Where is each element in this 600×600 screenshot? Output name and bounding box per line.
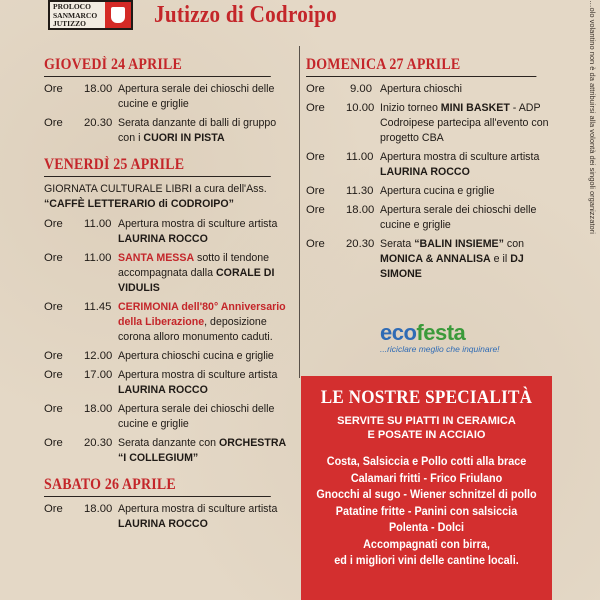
event-row <box>44 217 296 247</box>
text-run: Apertura chioschi cucina e griglie <box>118 350 274 362</box>
event-description <box>380 82 561 97</box>
event-time: 11.45 <box>84 301 112 313</box>
event-ore-label: Ore <box>44 503 63 515</box>
event-row <box>306 237 562 282</box>
side-note: …olo volantino non è da attribuirsi alla volontà dei singoli organizzatori <box>588 0 597 234</box>
event-description <box>380 237 561 282</box>
event-ore-label: Ore <box>44 218 63 230</box>
right-column <box>306 56 562 292</box>
text-run: DJ SIMONE <box>380 253 524 280</box>
event-time: 11.00 <box>346 151 374 163</box>
event-row <box>306 203 562 233</box>
event-time: 20.30 <box>84 437 113 449</box>
text-run: LAURINA ROCCO <box>118 384 208 396</box>
day-block <box>306 56 562 282</box>
specialty-item: Accompagnati con birra, <box>363 538 490 551</box>
text-run: Serata danzante con <box>118 437 219 449</box>
specialties-box <box>301 376 552 600</box>
event-row <box>306 184 562 199</box>
event-ore-label: Ore <box>44 369 63 381</box>
text-run: Apertura serale dei chioschi delle cucine e griglie <box>380 204 537 231</box>
day-note <box>44 182 295 212</box>
event-row <box>44 368 296 398</box>
event-description <box>380 101 561 146</box>
event-time: 9.00 <box>350 83 372 95</box>
event-time: 17.00 <box>84 369 113 381</box>
ecofesta-wordmark: ecofesta <box>380 320 466 345</box>
event-description <box>380 150 561 180</box>
event-ore-label: Ore <box>44 437 63 449</box>
event-description <box>118 436 295 466</box>
event-ore-label: Ore <box>44 252 63 264</box>
event-ore-label: Ore <box>44 301 63 313</box>
page-title: Jutizzo di Codroipo <box>154 2 337 28</box>
text-run: Apertura serale dei chioschi delle cucine e griglie <box>118 403 275 430</box>
text-run: con <box>503 238 525 250</box>
event-description <box>380 184 561 199</box>
event-time: 10.00 <box>346 102 375 114</box>
event-row <box>306 150 562 180</box>
specialties-title: LE NOSTRE SPECIALITÀ <box>320 387 533 408</box>
text-run: - ADP Codroipese partecipa all'evento con progetto CBA <box>380 102 549 144</box>
day-heading: DOMENICA 27 APRILE <box>306 56 536 77</box>
event-time: 18.00 <box>84 503 113 515</box>
event-row <box>44 300 296 345</box>
column-divider <box>299 46 300 378</box>
day-block <box>44 476 296 532</box>
event-row <box>306 82 562 97</box>
event-ore-label: Ore <box>306 151 325 163</box>
text-run: Serata <box>380 238 415 250</box>
event-row <box>44 436 296 466</box>
event-ore-label: Ore <box>44 403 63 415</box>
event-time: 18.00 <box>346 204 375 216</box>
text-run: Apertura mostra di sculture artista <box>118 218 278 230</box>
text-run: LAURINA ROCCO <box>380 166 470 178</box>
text-run: “BALIN INSIEME” <box>414 238 504 250</box>
event-row <box>44 502 296 532</box>
event-ore-label: Ore <box>44 83 63 95</box>
text-run: Apertura mostra di sculture artista <box>118 369 278 381</box>
specialty-item: Costa, Salsiccia e Pollo cotti alla brace <box>326 456 527 468</box>
text-run: LAURINA ROCCO <box>118 518 208 530</box>
event-description <box>118 368 295 398</box>
text-run: Apertura serale dei chioschi delle cucine e griglie <box>118 83 275 110</box>
left-column <box>44 56 296 542</box>
logo-text: PROLOCO SANMARCO JUTIZZO <box>53 2 98 28</box>
event-time: 11.30 <box>346 185 374 197</box>
event-time: 20.30 <box>84 117 113 129</box>
event-row <box>44 402 296 432</box>
text-run: Serata danzante di balli di gruppo con i <box>118 117 277 144</box>
day-block <box>44 56 296 146</box>
specialty-item: Polenta - Dolci <box>388 522 465 534</box>
text-run: GIORNATA CULTURALE LIBRI a cura dell'Ass. <box>44 183 267 195</box>
text-run: , deposizione corona alloro monumento caduti. <box>118 316 273 343</box>
event-row <box>306 101 562 146</box>
event-ore-label: Ore <box>306 185 325 197</box>
event-description <box>118 251 295 296</box>
day-heading: SABATO 26 APRILE <box>44 476 271 497</box>
text-run: Apertura cucina e griglie <box>380 185 495 197</box>
text-run: CUORI IN PISTA <box>143 132 225 144</box>
text-run: e il <box>490 253 511 265</box>
event-ore-label: Ore <box>44 350 63 362</box>
text-run: Apertura chioschi <box>380 83 463 95</box>
event-row <box>44 116 296 146</box>
event-time: 20.30 <box>346 238 375 250</box>
event-ore-label: Ore <box>306 83 325 95</box>
event-row <box>44 349 296 364</box>
ecofesta-logo <box>380 320 520 370</box>
event-time: 11.00 <box>84 218 112 230</box>
proloco-logo <box>48 0 133 30</box>
event-time: 18.00 <box>84 403 113 415</box>
text-run: SANTA MESSA <box>118 252 195 264</box>
text-run: CORALE DI VIDULIS <box>118 267 275 294</box>
day-heading: GIOVEDÌ 24 APRILE <box>44 56 271 77</box>
text-run: Apertura mostra di sculture artista <box>380 151 540 163</box>
specialty-item: ed i migliori vini delle cantine locali. <box>334 555 519 567</box>
text-run: MONICA & ANNALISA <box>380 253 491 265</box>
text-run: ORCHESTRA “I COLLEGIUM” <box>118 437 286 464</box>
day-heading: VENERDÌ 25 APRILE <box>44 156 271 177</box>
specialty-item: Gnocchi al sugo - Wiener schnitzel di pollo <box>316 489 537 501</box>
text-run: MINI BASKET <box>440 102 510 114</box>
event-description <box>118 402 295 432</box>
event-row <box>44 82 296 112</box>
event-description <box>118 349 295 364</box>
event-description <box>118 502 295 532</box>
specialties-list <box>301 454 552 570</box>
event-description <box>118 300 295 345</box>
event-description <box>380 203 561 233</box>
text-run: “CAFFÈ LETTERARIO di CODROIPO” <box>44 198 234 210</box>
event-time: 18.00 <box>84 83 113 95</box>
event-description <box>118 82 295 112</box>
ecofesta-slogan: ...riciclare meglio che inquinare! <box>380 344 500 354</box>
day-block <box>44 156 296 466</box>
event-ore-label: Ore <box>306 204 325 216</box>
event-ore-label: Ore <box>44 117 63 129</box>
event-time: 12.00 <box>84 350 113 362</box>
text-run: LAURINA ROCCO <box>118 233 208 245</box>
text-run: Inizio torneo <box>380 102 441 114</box>
event-time: 11.00 <box>84 252 112 264</box>
text-run: Apertura mostra di sculture artista <box>118 503 278 515</box>
text-run: CERIMONIA dell'80° Anniversario della Liberazione <box>118 301 286 328</box>
event-ore-label: Ore <box>306 238 325 250</box>
specialty-item: Patatine fritte - Panini con salsiccia <box>335 505 518 518</box>
event-row <box>44 251 296 296</box>
text-run: sotto il tendone accompagnata dalla <box>118 252 270 279</box>
event-description <box>118 116 295 146</box>
specialties-subtitle: SERVITE SU PIATTI IN CERAMICA E POSATE IN ACCIAIO <box>337 415 516 441</box>
logo-emblem-icon <box>105 2 131 28</box>
event-ore-label: Ore <box>306 102 325 114</box>
event-description <box>118 217 295 247</box>
specialty-item: Calamari fritti - Frico Friulano <box>350 472 503 485</box>
